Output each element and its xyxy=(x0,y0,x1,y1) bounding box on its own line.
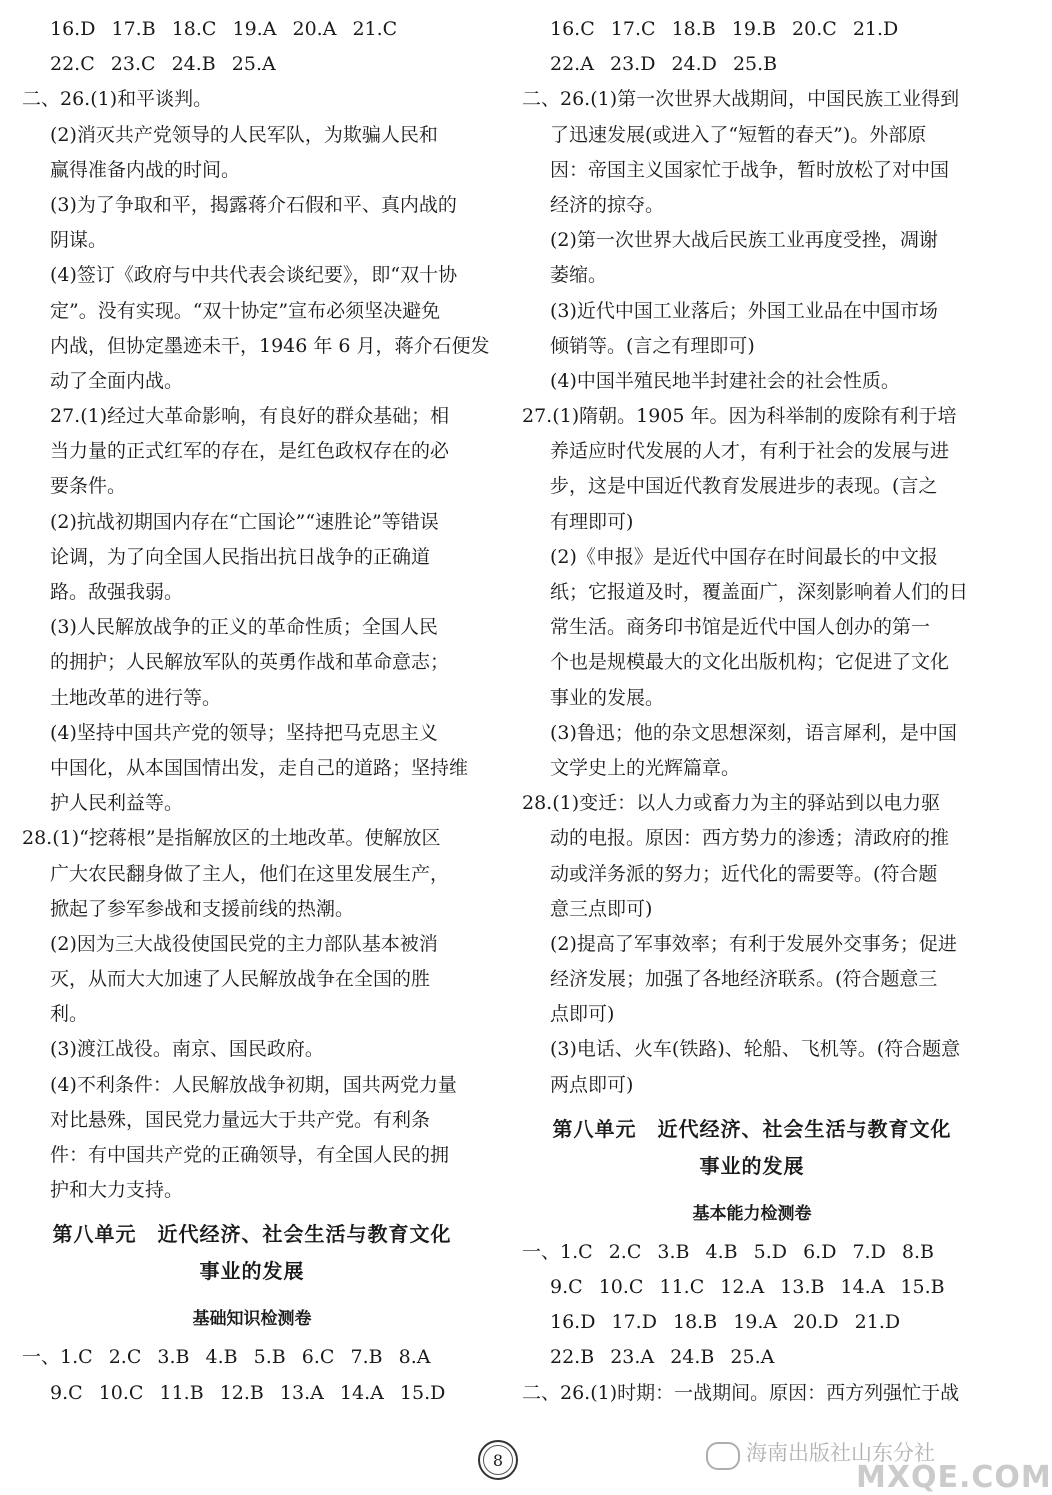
text-line: 倾销等。(言之有理即可) xyxy=(550,334,755,357)
left-answer-lines xyxy=(22,12,490,1208)
text-line: 16.D 17.B 18.C 19.A 20.A 21.C xyxy=(50,18,398,40)
text-line: 22.B 23.A 24.B 25.A xyxy=(550,1346,775,1369)
text-line: 27.(1)经过大革命影响，有良好的群众基础；相 xyxy=(50,405,450,428)
text-line: 二、26.(1)第一次世界大战期间，中国民族工业得到 xyxy=(522,88,960,111)
left-column xyxy=(22,12,490,1411)
text-line: 养适应时代发展的人才，有利于社会的发展与进 xyxy=(550,440,950,463)
text-line: 个也是规模最大的文化出版机构；它促进了文化 xyxy=(550,651,950,674)
text-line: 纸；它报道及时，覆盖面广，深刻影响着人们的日 xyxy=(550,581,969,603)
text-line: (4)不利条件：人民解放战争初期，国共两党力量 xyxy=(50,1073,457,1096)
page-number: 8 xyxy=(483,1445,513,1475)
text-line: 护和大力支持。 xyxy=(50,1179,184,1202)
text-line: (4)签订《政府与中共代表会谈纪要》，即“双十协 xyxy=(50,264,458,287)
unit-heading-line-2: 事业的发展 xyxy=(699,1153,805,1178)
text-line: 内战，但协定墨迹未干，1946 年 6 月，蒋介石便发 xyxy=(50,334,490,357)
text-line: 16.D 17.D 18.B 19.A 20.D 21.D xyxy=(550,1311,901,1334)
page-number-badge xyxy=(478,1440,518,1480)
text-line: 件：有中国共产党的正确领导，有全国人民的拥 xyxy=(50,1144,450,1166)
section-sub-heading: 基本能力检测卷 xyxy=(692,1203,812,1224)
text-line: 动了全面内战。 xyxy=(50,369,184,392)
text-line: 因：帝国主义国家忙于战争，暂时放松了对中国 xyxy=(550,158,950,181)
text-line: 了迅速发展(或进入了“短暂的春天”)。外部原 xyxy=(550,123,927,146)
text-line: 22.A 23.D 24.D 25.B xyxy=(550,53,778,76)
text-line: 9.C 10.C 11.B 12.B 13.A 14.A 15.D xyxy=(50,1381,446,1404)
text-line: 土地改革的进行等。 xyxy=(50,686,222,709)
right-column xyxy=(522,12,982,1411)
text-line: (3)为了争取和平，揭露蒋介石假和平、真内战的 xyxy=(50,193,457,216)
text-line: 掀起了参军参战和支援前线的热潮。 xyxy=(50,897,355,920)
text-line: 二、26.(1)和平谈判。 xyxy=(22,88,213,111)
watermark-account: 海南出版社山东分社 xyxy=(746,1441,935,1465)
text-line: (3)近代中国工业落后；外国工业品在中国市场 xyxy=(550,299,938,322)
text-line: 对比悬殊，国民党力量远大于共产党。有利条 xyxy=(50,1108,431,1131)
text-line: 经济的掠夺。 xyxy=(550,193,665,216)
text-line: 阴谋。 xyxy=(50,229,108,252)
right-answer-lines xyxy=(522,12,982,1103)
text-line: 常生活。商务印书馆是近代中国人创办的第一 xyxy=(550,616,931,639)
text-line: (3)渡江战役。南京、国民政府。 xyxy=(50,1038,324,1061)
text-line: 赢得准备内战的时间。 xyxy=(50,158,241,181)
text-line: 文学史上的光辉篇章。 xyxy=(550,756,741,779)
text-line: 28.(1)变迁：以人力或畜力为主的驿站到以电力驱 xyxy=(522,792,941,815)
text-line: 护人民利益等。 xyxy=(50,792,184,815)
text-line: (2)第一次世界大战后民族工业再度受挫，凋谢 xyxy=(550,229,938,252)
text-line: 要条件。 xyxy=(50,475,127,498)
unit-heading-line-1: 第八单元 近代经济、社会生活与教育文化 xyxy=(52,1222,452,1247)
text-line: 16.C 17.C 18.B 19.B 20.C 21.D xyxy=(550,18,899,40)
text-line: 事业的发展。 xyxy=(550,686,665,709)
text-line: 9.C 10.C 11.C 12.A 13.B 14.A 15.B xyxy=(550,1276,945,1298)
text-line: 中国化，从本国国情出发，走自己的道路；坚持维 xyxy=(50,756,469,779)
section-sub-heading: 基础知识检测卷 xyxy=(192,1309,312,1330)
text-line: 一、1.C 2.C 3.B 4.B 5.B 6.C 7.B 8.A xyxy=(22,1346,431,1369)
right-tail-lines xyxy=(522,1235,982,1411)
text-line: (2)因为三大战役使国民党的主力部队基本被消 xyxy=(50,932,438,955)
text-line: 利。 xyxy=(50,1003,89,1026)
wechat-icon xyxy=(706,1442,740,1470)
text-line: (3)鲁迅；他的杂文思想深刻，语言犀利，是中国 xyxy=(550,721,957,744)
text-line: 22.C 23.C 24.B 25.A xyxy=(50,53,276,76)
text-line: 广大农民翻身做了主人，他们在这里发展生产， xyxy=(50,862,450,885)
text-line: 28.(1)“挖蒋根”是指解放区的土地改革。使解放区 xyxy=(22,827,441,850)
text-line: (2)提高了军事效率；有利于发展外交事务；促进 xyxy=(550,932,957,955)
text-line: (3)人民解放战争的正义的革命性质；全国人民 xyxy=(50,616,438,639)
watermark xyxy=(706,1438,1052,1495)
text-line: (2)抗战初期国内存在“亡国论”“速胜论”等错误 xyxy=(50,510,439,533)
text-line: 27.(1)隋朝。1905 年。因为科举制的废除有利于培 xyxy=(522,405,957,428)
text-line: (2)《申报》是近代中国存在时间最长的中文报 xyxy=(550,545,938,568)
text-line: (4)中国半殖民地半封建社会的社会性质。 xyxy=(550,369,900,392)
text-line: 萎缩。 xyxy=(550,264,608,287)
text-line: 的拥护；人民解放军队的英勇作战和革命意志； xyxy=(50,651,450,674)
text-line: 路。敌强我弱。 xyxy=(50,581,184,603)
left-tail-lines xyxy=(22,1340,482,1410)
text-line: 经济发展；加强了各地经济联系。(符合题意三 xyxy=(550,968,938,991)
text-line: 步，这是中国近代教育发展进步的表现。(言之 xyxy=(550,475,938,498)
text-line: 两点即可) xyxy=(550,1073,634,1096)
unit-heading-line-1: 第八单元 近代经济、社会生活与教育文化 xyxy=(552,1116,952,1141)
text-line: 当力量的正式红军的存在，是红色政权存在的必 xyxy=(50,440,450,463)
watermark-site: MXQE.COM xyxy=(856,1460,1052,1495)
text-line: 一、1.C 2.C 3.B 4.B 5.D 6.D 7.D 8.B xyxy=(522,1240,934,1263)
text-line: (2)消灭共产党领导的人民军队，为欺骗人民和 xyxy=(50,123,438,146)
text-line: 论调，为了向全国人民指出抗日战争的正确道 xyxy=(50,545,431,568)
text-line: 意三点即可) xyxy=(550,897,653,920)
text-line: 灭，从而大大加速了人民解放战争在全国的胜 xyxy=(50,968,431,991)
text-line: 点即可) xyxy=(550,1003,615,1026)
text-line: 定”。没有实现。“双十协定”宣布必须坚决避免 xyxy=(50,299,441,322)
text-line: 有理即可) xyxy=(550,510,634,533)
unit-heading-line-2: 事业的发展 xyxy=(199,1259,305,1284)
text-line: 动或洋务派的努力；近代化的需要等。(符合题 xyxy=(550,862,938,885)
text-line: 二、26.(1)时期：一战期间。原因：西方列强忙于战 xyxy=(522,1381,960,1404)
text-line: (3)电话、火车(铁路)、轮船、飞机等。(符合题意 xyxy=(550,1038,961,1061)
text-line: (4)坚持中国共产党的领导；坚持把马克思主义 xyxy=(50,721,438,744)
text-line: 动的电报。原因：西方势力的渗透；清政府的推 xyxy=(550,827,950,850)
